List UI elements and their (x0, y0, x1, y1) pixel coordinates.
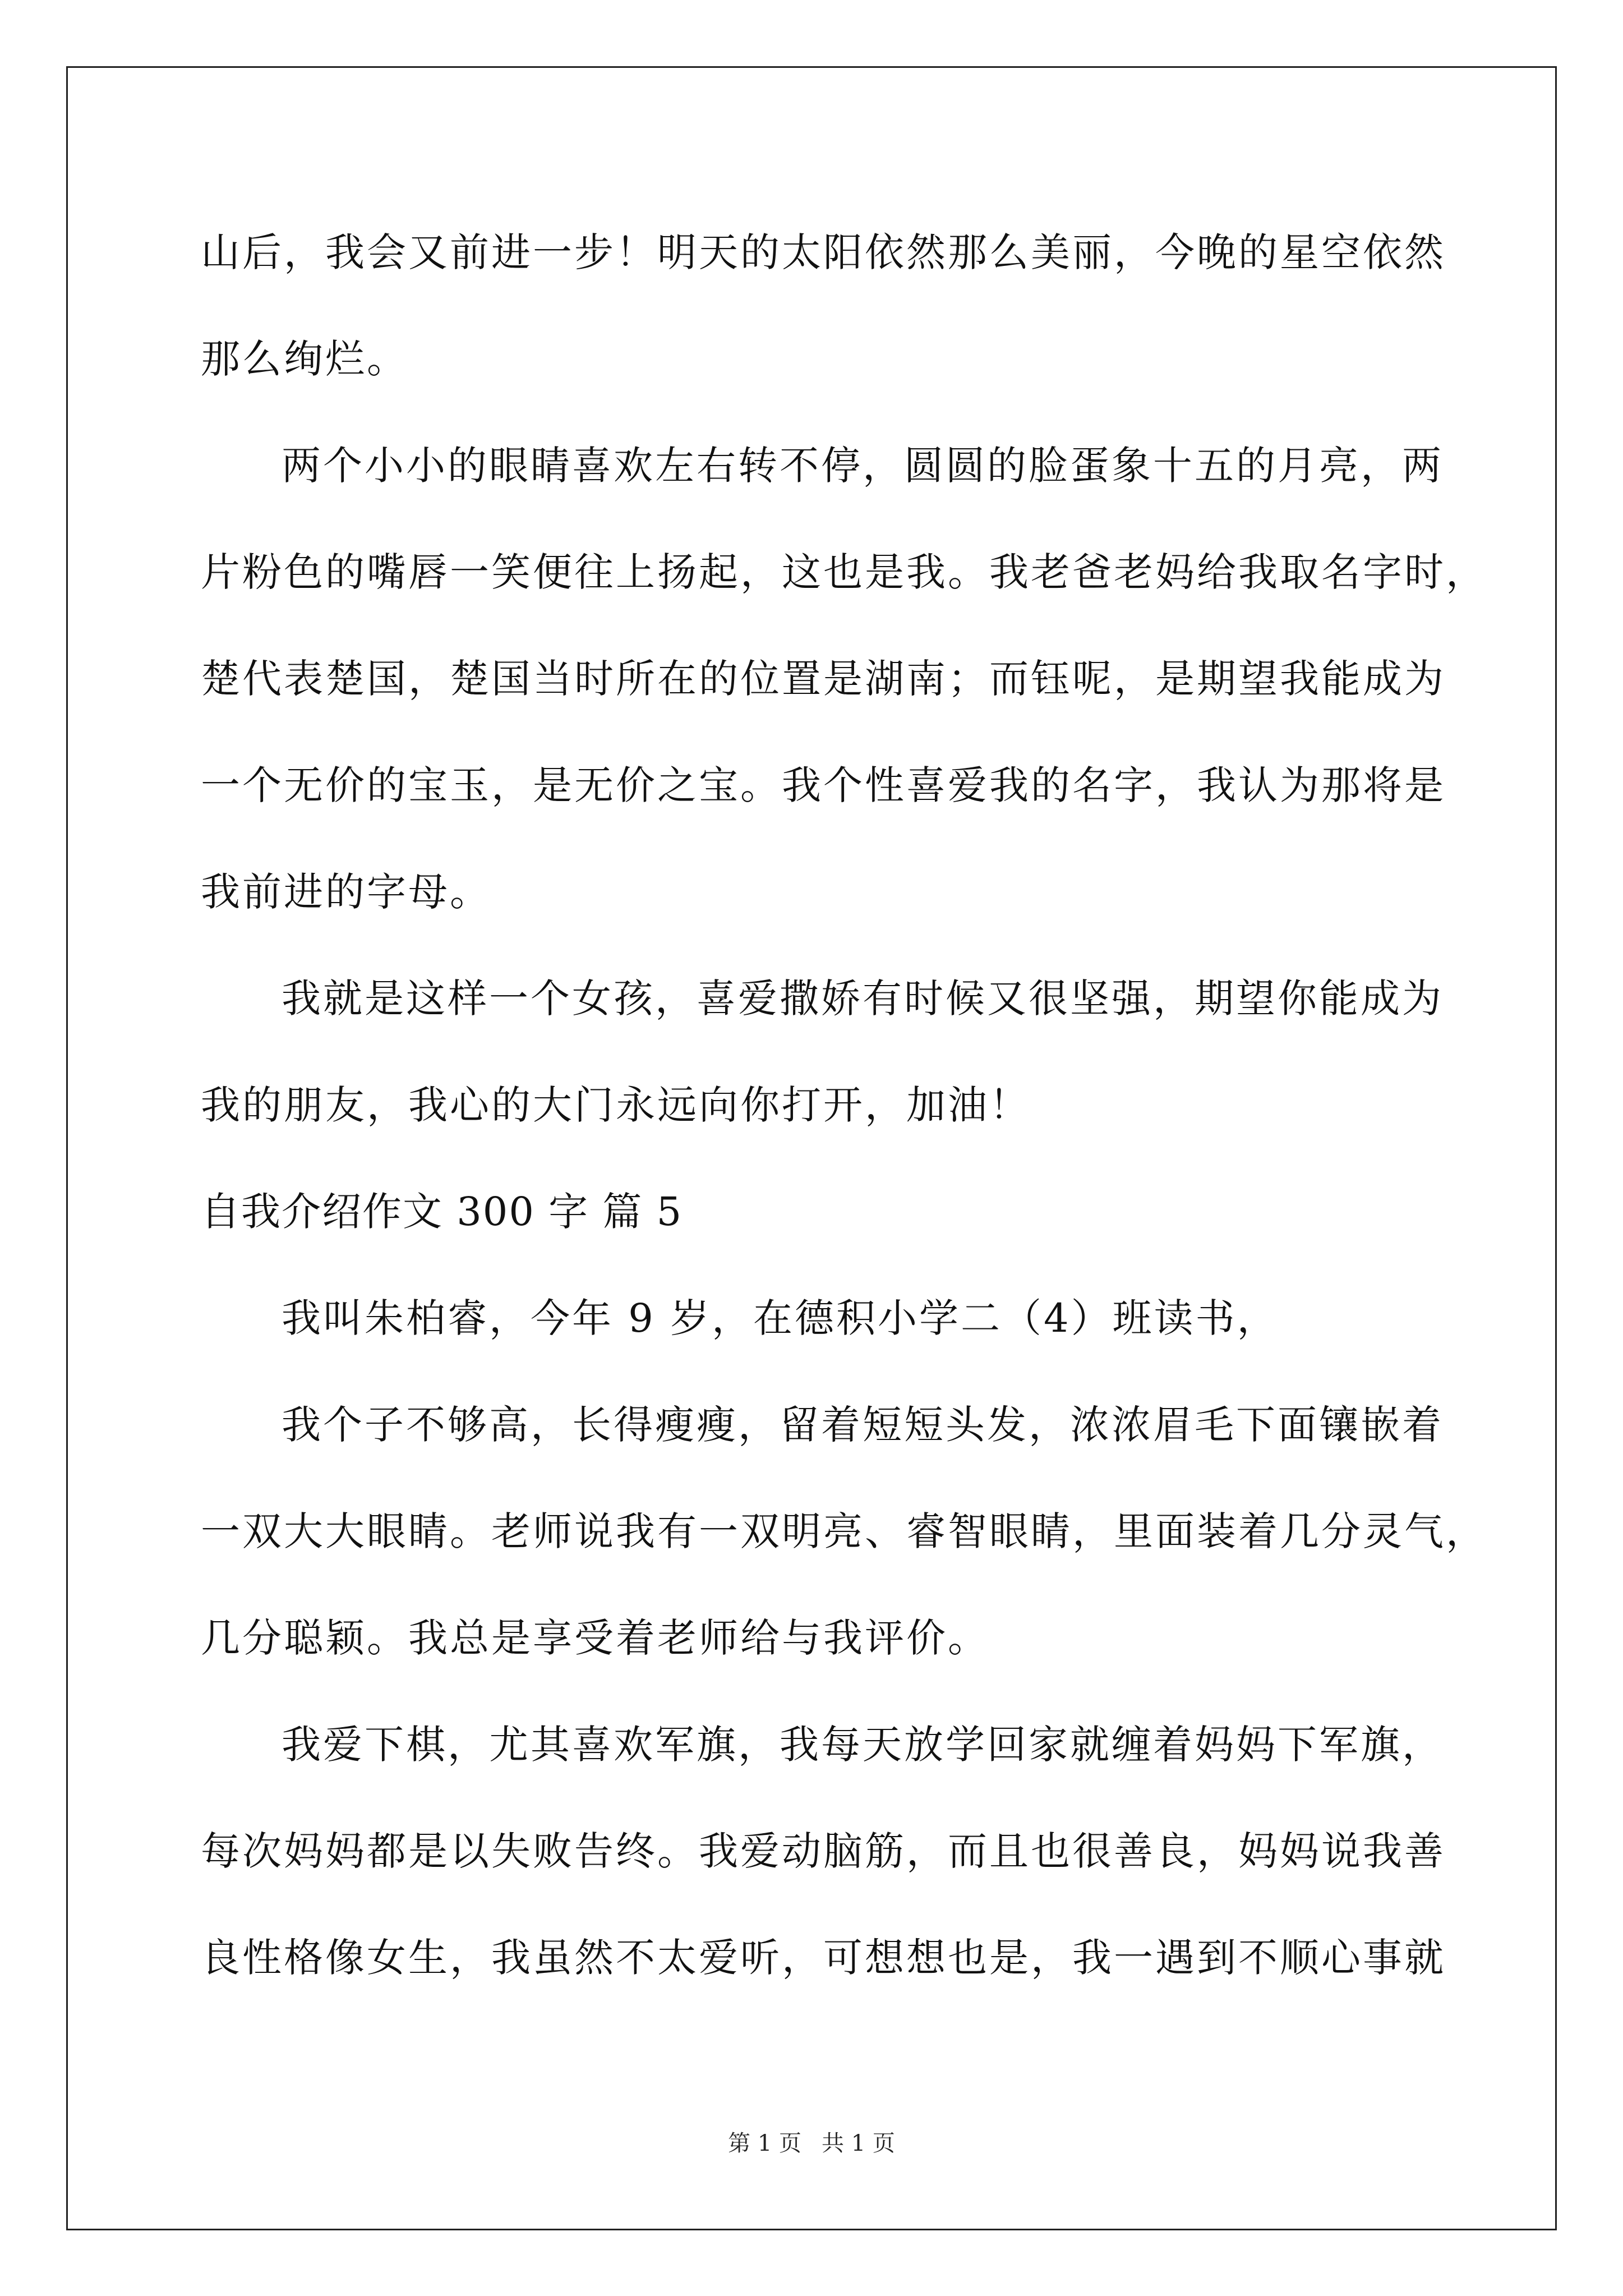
text-line: 我的朋友，我心的大门永远向你打开，加油！ (201, 1082, 1031, 1128)
text-line: 一双大大眼睛。老师说我有一双明亮、睿智眼睛，里面装着几分灵气， (201, 1508, 1487, 1554)
text-line: 几分聪颖。我总是享受着老师给与我评价。 (201, 1615, 989, 1661)
text-line: 两个小小的眼睛喜欢左右转不停，圆圆的脸蛋象十五的月亮，两 (282, 443, 1444, 489)
text-line: 我个子不够高，长得瘦瘦，留着短短头发，浓浓眉毛下面镶嵌着 (282, 1402, 1444, 1448)
page-total: 共 1 页 (822, 2131, 895, 2156)
text-line: 良性格像女生，我虽然不太爱听，可想想也是，我一遇到不顺心事就 (201, 1935, 1446, 1981)
page-footer (0, 2129, 1623, 2157)
text-line: 我前进的字母。 (201, 869, 491, 915)
text-line: 每次妈妈都是以失败告终。我爱动脑筋，而且也很善良，妈妈说我善 (201, 1828, 1446, 1874)
text-line: 我爱下棋，尤其喜欢军旗，我每天放学回家就缠着妈妈下军旗， (282, 1722, 1444, 1768)
text-line: 山后，我会又前进一步！明天的太阳依然那么美丽，今晚的星空依然 (201, 229, 1446, 275)
page-number: 第 1 页 (728, 2131, 801, 2156)
text-line: 我叫朱柏睿，今年 9 岁，在德积小学二（4）班读书， (282, 1295, 1279, 1341)
page-border (66, 66, 1557, 2230)
section-heading: 自我介绍作文 300 字 篇 5 (201, 1189, 683, 1235)
text-line: 楚代表楚国，楚国当时所在的位置是湖南；而钰呢，是期望我能成为 (201, 656, 1446, 702)
text-line: 那么绚烂。 (201, 336, 408, 382)
text-line: 片粉色的嘴唇一笑便往上扬起，这也是我。我老爸老妈给我取名字时， (201, 549, 1487, 595)
text-line: 我就是这样一个女孩，喜爱撒娇有时候又很坚强，期望你能成为 (282, 976, 1444, 1022)
text-line: 一个无价的宝玉，是无价之宝。我个性喜爱我的名字，我认为那将是 (201, 762, 1446, 808)
